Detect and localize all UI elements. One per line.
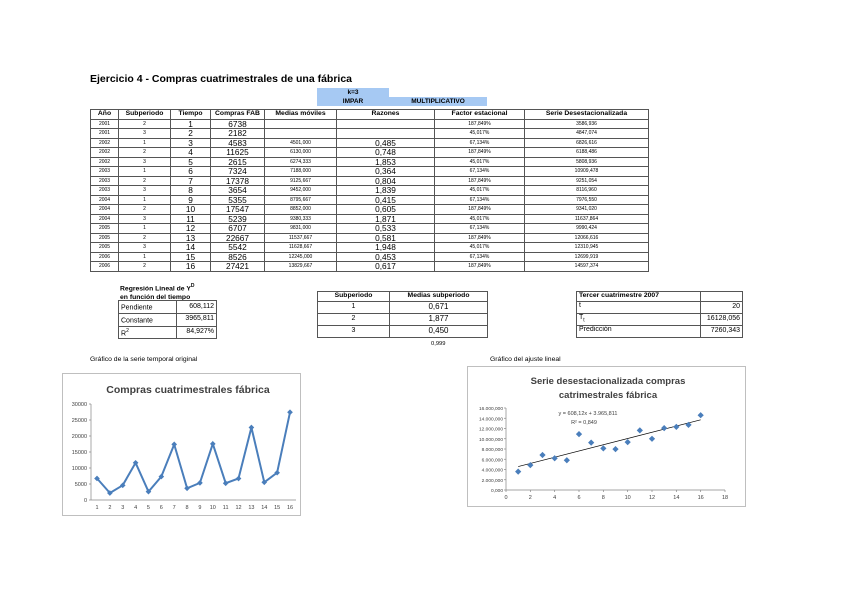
table-cell: 2 <box>119 148 171 158</box>
table-cell: 2005 <box>91 224 119 234</box>
table-cell: 12245,000 <box>265 252 337 262</box>
table-row <box>577 313 743 325</box>
table-cell: 187,849% <box>435 233 525 243</box>
y-tick-label: 0,000 <box>490 489 503 494</box>
data-point <box>249 425 255 431</box>
table-row <box>91 157 649 167</box>
chart-title: Serie desestacionalizada compras <box>530 376 686 387</box>
table-cell: 45,017% <box>435 129 525 139</box>
table-cell: 2 <box>119 119 171 129</box>
table-cell: 6738 <box>211 119 265 129</box>
data-point <box>576 431 582 437</box>
table-cell: 45,017% <box>435 157 525 167</box>
table-cell <box>265 119 337 129</box>
data-point <box>637 427 643 433</box>
table-cell: 2003 <box>91 176 119 186</box>
x-tick-label: 4 <box>553 495 557 501</box>
table-cell: 2 <box>119 205 171 215</box>
y-tick-label: 2.000,000 <box>481 478 503 484</box>
table-row <box>119 326 217 339</box>
table-cell: 2004 <box>91 205 119 215</box>
table-cell: 4501,000 <box>265 138 337 148</box>
table-cell: 0,485 <box>337 138 435 148</box>
data-point <box>171 442 177 448</box>
table-cell: 1 <box>119 224 171 234</box>
label-sub: t <box>583 316 585 323</box>
table-row <box>318 301 488 313</box>
data-point <box>197 480 203 486</box>
table-cell: 4 <box>171 148 211 158</box>
table-cell: 0,450 <box>390 325 488 337</box>
table-row <box>91 243 649 253</box>
table-row <box>91 233 649 243</box>
table-cell: 9341,020 <box>525 205 649 215</box>
table-cell: 45,017% <box>435 214 525 224</box>
table-cell: 3 <box>119 186 171 196</box>
data-point <box>698 412 704 418</box>
table-row <box>91 252 649 262</box>
label-text: Predicción <box>579 325 612 333</box>
correction-factor: 0,999 <box>431 341 446 347</box>
column-header: Serie Desestacionalizada <box>525 110 649 120</box>
table-cell: 1 <box>119 167 171 177</box>
table-cell: 9251,054 <box>525 176 649 186</box>
table-row <box>91 224 649 234</box>
table-cell: 5 <box>171 157 211 167</box>
data-point <box>673 424 679 430</box>
table-row <box>91 186 649 196</box>
subperiod-table <box>317 291 488 338</box>
table-cell: 15 <box>171 252 211 262</box>
table-cell: 67,134% <box>435 138 525 148</box>
table-cell: 67,134% <box>435 195 525 205</box>
x-tick-label: 13 <box>248 505 255 511</box>
table-cell: 12310,945 <box>525 243 649 253</box>
table-cell: 14597,374 <box>525 262 649 272</box>
table-cell: 9452,000 <box>265 186 337 196</box>
impar-label: IMPAR <box>342 98 364 105</box>
table-cell: 11625 <box>211 148 265 158</box>
table-cell: 5808,936 <box>525 157 649 167</box>
trendline <box>518 420 701 467</box>
table-cell: 6707 <box>211 224 265 234</box>
regression-value: 608,112 <box>177 301 217 314</box>
table-cell: 17547 <box>211 205 265 215</box>
y-tick-label: 4.000,000 <box>481 468 503 474</box>
table-cell: 0,533 <box>337 224 435 234</box>
data-point <box>552 455 558 461</box>
x-tick-label: 15 <box>274 505 281 511</box>
x-tick-label: 14 <box>673 495 680 501</box>
table-cell: 13829,667 <box>265 262 337 272</box>
label-text: Constante <box>121 317 153 325</box>
data-point <box>612 446 618 452</box>
table-cell: 5542 <box>211 243 265 253</box>
model-box <box>389 97 487 106</box>
table-cell: 11537,667 <box>265 233 337 243</box>
table-cell: 187,849% <box>435 176 525 186</box>
table-cell: 6274,333 <box>265 157 337 167</box>
column-header: Medias móviles <box>265 110 337 120</box>
x-tick-label: 8 <box>185 505 189 511</box>
data-point <box>600 445 606 451</box>
table-cell: 0,748 <box>337 148 435 158</box>
third-period-value: 7260,343 <box>701 325 743 337</box>
table-cell: 6826,616 <box>525 138 649 148</box>
table-cell: 1,871 <box>337 214 435 224</box>
label-sup: 2 <box>126 327 129 334</box>
table-cell: 8 <box>171 186 211 196</box>
page-title: Ejercicio 4 - Compras cuatrimestrales de una fábrica <box>90 73 353 85</box>
regression-label <box>119 301 177 314</box>
table-cell: 2 <box>119 233 171 243</box>
trendline-equation: y = 608,12x + 3.965,811 <box>558 411 618 417</box>
table-cell: 2 <box>318 313 390 325</box>
table-cell: 1 <box>119 138 171 148</box>
chart-title: catrimestrales fábrica <box>558 390 658 401</box>
x-tick-label: 7 <box>172 505 176 511</box>
table-cell: 0,617 <box>337 262 435 272</box>
column-header: Año <box>91 110 119 120</box>
chart-title: Compras cuatrimestrales fábrica <box>106 384 270 396</box>
label-text: Pendiente <box>121 304 153 312</box>
table-row <box>577 325 743 337</box>
table-cell: 22667 <box>211 233 265 243</box>
table-cell: 9831,000 <box>265 224 337 234</box>
table-cell: 0,364 <box>337 167 435 177</box>
table-cell: 2003 <box>91 167 119 177</box>
y-tick-label: 6.000,000 <box>481 458 503 464</box>
x-tick-label: 6 <box>577 495 581 501</box>
x-tick-label: 16 <box>286 505 294 511</box>
x-tick-label: 4 <box>134 505 138 511</box>
table-cell: 7976,550 <box>525 195 649 205</box>
table-cell <box>337 119 435 129</box>
table-cell: 5355 <box>211 195 265 205</box>
table-cell: 2005 <box>91 233 119 243</box>
x-tick-label: 8 <box>601 495 605 501</box>
table-cell: 45,017% <box>435 186 525 196</box>
table-cell <box>337 129 435 139</box>
data-point <box>223 480 229 486</box>
k-box <box>317 88 389 106</box>
table-cell: 2 <box>119 176 171 186</box>
model-label: MULTIPLICATIVO <box>411 98 465 105</box>
table-cell <box>701 292 743 302</box>
scatter-chart <box>467 366 746 507</box>
table-cell: 7 <box>171 176 211 186</box>
table-cell: 6188,486 <box>525 148 649 158</box>
third-period-title: Tercer cuatrimestre 2007 <box>577 292 701 302</box>
table-cell: 2004 <box>91 214 119 224</box>
third-period-value: 16128,056 <box>701 313 743 325</box>
table-cell: 2001 <box>91 119 119 129</box>
label-text: T <box>579 313 584 321</box>
data-point <box>287 409 293 415</box>
table-cell: 3 <box>119 157 171 167</box>
table-header-row <box>318 292 488 302</box>
table-cell: 11 <box>171 214 211 224</box>
table-row <box>318 325 488 337</box>
y-tick-label: 16.000,000 <box>478 407 503 412</box>
y-tick-label: 8.000,000 <box>481 448 503 453</box>
table-cell: 2 <box>171 129 211 139</box>
y-tick-label: 15000 <box>71 450 87 456</box>
table-row <box>91 195 649 205</box>
table-cell: 8526 <box>211 252 265 262</box>
regression-label <box>119 326 177 339</box>
table-cell: 2003 <box>91 186 119 196</box>
table-cell: 3 <box>171 138 211 148</box>
y-tick-label: 10.000,000 <box>478 437 503 443</box>
data-point <box>685 422 691 428</box>
table-cell: 13 <box>171 233 211 243</box>
data-point <box>625 439 631 445</box>
table-row <box>91 119 649 129</box>
table-row <box>91 262 649 272</box>
regression-value: 84,927% <box>177 326 217 339</box>
table-cell: 9125,667 <box>265 176 337 186</box>
table-row <box>577 301 743 313</box>
table-cell: 2002 <box>91 138 119 148</box>
y-tick-label: 25000 <box>71 418 87 424</box>
x-tick-label: 10 <box>209 505 216 511</box>
table-cell: 10909,478 <box>525 167 649 177</box>
table-cell: 2004 <box>91 195 119 205</box>
table-cell: 2005 <box>91 243 119 253</box>
table-cell: 187,849% <box>435 119 525 129</box>
y-tick-label: 0 <box>83 498 87 504</box>
line-chart <box>62 373 301 516</box>
third-period-value: 20 <box>701 301 743 313</box>
table-cell: 12699,919 <box>525 252 649 262</box>
column-header: Subperiodo <box>119 110 171 120</box>
table-cell: 1,839 <box>337 186 435 196</box>
table-row <box>91 148 649 158</box>
table-cell: 45,017% <box>435 243 525 253</box>
table-header-row <box>577 292 743 302</box>
table-cell: 187,849% <box>435 262 525 272</box>
scatter-chart-svg <box>468 367 747 508</box>
table-cell: 12 <box>171 224 211 234</box>
table-row <box>91 176 649 186</box>
table-cell: 67,134% <box>435 224 525 234</box>
k-label: k=3 <box>347 89 359 96</box>
x-tick-label: 1 <box>95 505 99 511</box>
table-cell: 1 <box>171 119 211 129</box>
table-cell: 2002 <box>91 148 119 158</box>
table-cell: 17378 <box>211 176 265 186</box>
y-tick-label: 10000 <box>71 466 87 472</box>
table-cell: 14 <box>171 243 211 253</box>
table-cell: 27421 <box>211 262 265 272</box>
column-header: Compras FAB <box>211 110 265 120</box>
table-cell: 2182 <box>211 129 265 139</box>
data-point <box>210 441 216 447</box>
table-cell: 9990,424 <box>525 224 649 234</box>
y-tick-label: 5000 <box>74 482 87 488</box>
table-cell: 8795,667 <box>265 195 337 205</box>
y-tick-label: 12.000,000 <box>478 427 503 433</box>
table-cell: 3 <box>119 214 171 224</box>
column-header: Factor estacional <box>435 110 525 120</box>
table-cell: 3586,936 <box>525 119 649 129</box>
data-point <box>661 425 667 431</box>
table-row <box>91 138 649 148</box>
table-cell: 6130,000 <box>265 148 337 158</box>
table-cell: 9 <box>171 195 211 205</box>
x-tick-label: 11 <box>222 505 229 511</box>
third-period-label <box>577 313 701 325</box>
table-cell: 1 <box>318 301 390 313</box>
third-period-label <box>577 301 701 313</box>
table-cell: 1,877 <box>390 313 488 325</box>
table-cell: 8116,960 <box>525 186 649 196</box>
table-cell: 187,849% <box>435 205 525 215</box>
table-cell: 187,849% <box>435 148 525 158</box>
table-cell: 0,415 <box>337 195 435 205</box>
table-cell: 2001 <box>91 129 119 139</box>
trendline-r2: R² = 0,849 <box>571 420 597 426</box>
table-cell: 0,581 <box>337 233 435 243</box>
column-header: Razones <box>337 110 435 120</box>
x-tick-label: 5 <box>146 505 150 511</box>
table-cell <box>265 129 337 139</box>
table-row <box>119 301 217 314</box>
regression-value: 3965,811 <box>177 313 217 326</box>
table-cell: 1,853 <box>337 157 435 167</box>
table-cell: 4583 <box>211 138 265 148</box>
label-text: t <box>579 301 581 309</box>
table-cell: 6 <box>171 167 211 177</box>
x-tick-label: 10 <box>624 495 631 501</box>
table-cell: 2615 <box>211 157 265 167</box>
table-row <box>91 214 649 224</box>
table-cell: 1,948 <box>337 243 435 253</box>
table-row <box>318 313 488 325</box>
table-row <box>91 167 649 177</box>
data-point <box>588 439 594 445</box>
regression-title: Regresión Lineal de $Y^D$ en función del tiempo <box>120 283 195 301</box>
table-cell: 0,804 <box>337 176 435 186</box>
caption-left: Gráfico de la serie temporal original <box>90 356 198 363</box>
table-cell: 0,605 <box>337 205 435 215</box>
series-line <box>97 412 290 493</box>
table-cell: 3654 <box>211 186 265 196</box>
x-tick-label: 0 <box>504 495 508 501</box>
third-period-label <box>577 325 701 337</box>
table-cell: 11628,667 <box>265 243 337 253</box>
table-cell: 12066,616 <box>525 233 649 243</box>
table-cell: 2006 <box>91 252 119 262</box>
table-cell: 7324 <box>211 167 265 177</box>
table-row <box>91 129 649 139</box>
regression-label <box>119 313 177 326</box>
table-cell: 2 <box>119 262 171 272</box>
y-tick-label: 20000 <box>71 434 87 440</box>
table-cell: 1 <box>119 195 171 205</box>
table-cell: 0,671 <box>390 301 488 313</box>
table-row <box>119 313 217 326</box>
x-tick-label: 9 <box>198 505 202 511</box>
data-point <box>184 485 190 491</box>
table-cell: 3 <box>318 325 390 337</box>
data-point <box>539 452 545 458</box>
table-cell: 1 <box>119 252 171 262</box>
caption-right: Gráfico del ajuste lineal <box>490 356 561 363</box>
line-chart-svg <box>63 374 302 517</box>
table-cell: 0,453 <box>337 252 435 262</box>
label-text: R <box>121 329 127 337</box>
data-point <box>236 476 242 482</box>
table-cell: 3 <box>119 129 171 139</box>
y-tick-label: 30000 <box>71 402 87 408</box>
column-header: Medias subperiodo <box>390 292 488 302</box>
x-tick-label: 6 <box>159 505 163 511</box>
column-header: Subperiodo <box>318 292 390 302</box>
x-tick-label: 14 <box>261 505 268 511</box>
table-header-row <box>91 110 649 120</box>
table-cell: 4847,074 <box>525 129 649 139</box>
column-header: Tiempo <box>171 110 211 120</box>
table-cell: 3 <box>119 243 171 253</box>
x-tick-label: 16 <box>697 495 704 501</box>
table-cell: 67,134% <box>435 252 525 262</box>
table-cell: 10 <box>171 205 211 215</box>
data-point <box>515 469 521 475</box>
table-cell: 2006 <box>91 262 119 272</box>
table-cell: 8852,000 <box>265 205 337 215</box>
table-cell: 67,134% <box>435 167 525 177</box>
x-tick-label: 12 <box>235 505 242 511</box>
x-tick-label: 2 <box>528 495 532 501</box>
table-cell: 5239 <box>211 214 265 224</box>
x-tick-label: 3 <box>121 505 125 511</box>
main-table <box>90 109 649 272</box>
y-tick-label: 14.000,000 <box>478 417 503 423</box>
x-tick-label: 18 <box>721 495 729 501</box>
table-cell: 16 <box>171 262 211 272</box>
regression-table <box>118 300 217 339</box>
x-tick-label: 12 <box>648 495 656 501</box>
data-point <box>649 436 655 442</box>
table-cell: 11637,864 <box>525 214 649 224</box>
data-point <box>564 457 570 463</box>
table-cell: 7188,000 <box>265 167 337 177</box>
third-period-table <box>576 291 743 338</box>
table-cell: 2002 <box>91 157 119 167</box>
x-tick-label: 2 <box>108 505 112 511</box>
table-cell: 9380,333 <box>265 214 337 224</box>
table-row <box>91 205 649 215</box>
